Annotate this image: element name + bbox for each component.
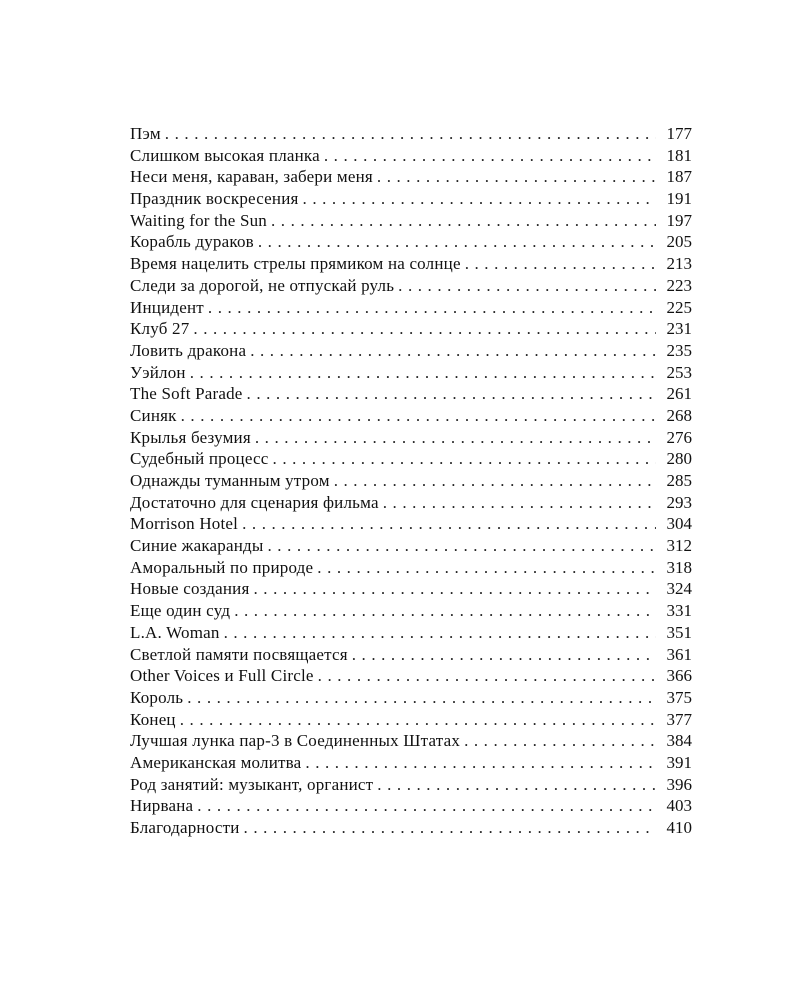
dot-leader [398, 275, 656, 297]
toc-entry-title: Пэм [130, 124, 161, 143]
toc-entry-title: Праздник воскресения [130, 189, 299, 209]
toc-entry[interactable] [130, 340, 692, 362]
dot-leader [383, 492, 656, 514]
toc-entry[interactable] [130, 470, 692, 492]
toc-entry-page: 324 [666, 579, 692, 599]
toc-entry-page: 231 [666, 319, 692, 339]
toc-entry-title: Крылья безумия [130, 427, 251, 447]
toc-entry[interactable] [130, 188, 692, 210]
dot-leader [464, 730, 656, 752]
toc-entry-page: 351 [666, 622, 692, 642]
toc-entry-title: Лучшая лунка пар-3 в Соединенных Штатах [130, 731, 461, 751]
toc-entry-title: Светлой памяти посвящается [130, 644, 348, 664]
toc-entry-page: 304 [666, 514, 692, 534]
toc-entry[interactable] [130, 123, 692, 145]
toc-entry-page: 384 [666, 731, 692, 751]
toc-entry[interactable] [130, 362, 692, 384]
toc-entry[interactable] [130, 709, 692, 731]
toc-entry-page: 225 [666, 297, 692, 317]
toc-entry-page: 177 [666, 124, 692, 143]
toc-entry[interactable] [130, 513, 692, 535]
toc-entry-page: 410 [666, 818, 692, 837]
toc-entry[interactable] [130, 622, 692, 644]
toc-entry-title: Нирвана [130, 796, 194, 816]
toc-entry-page: 396 [666, 774, 692, 794]
dot-leader [258, 231, 656, 253]
toc-entry-page: 285 [666, 471, 692, 490]
toc-entry[interactable] [130, 687, 692, 709]
toc-entry-page: 261 [666, 384, 692, 404]
toc-entry-page: 223 [666, 275, 692, 295]
toc-entry-page: 268 [666, 405, 692, 425]
dot-leader [190, 362, 656, 384]
toc-entry[interactable] [130, 492, 692, 514]
toc-entry[interactable] [130, 166, 692, 188]
dot-leader [273, 448, 656, 470]
toc-entry[interactable] [130, 644, 692, 666]
toc-entry[interactable] [130, 383, 692, 405]
dot-leader [303, 188, 656, 210]
toc-entry-title: Ловить дракона [130, 340, 247, 360]
dot-leader [255, 427, 656, 449]
toc-entry[interactable] [130, 253, 692, 275]
toc-entry-title: Род занятий: музыкант, органист [130, 774, 374, 794]
toc-entry-page: 280 [666, 449, 692, 469]
dot-leader [318, 665, 656, 687]
toc-entry-title: L.A. Woman [130, 622, 220, 642]
toc-entry-title: Уэйлон [130, 362, 186, 382]
toc-entry-title: Корабль дураков [130, 232, 254, 252]
dot-leader [247, 383, 656, 405]
dot-leader [180, 709, 656, 731]
toc-entry-title: Время нацелить стрелы прямиком на солнце [130, 254, 461, 274]
dot-leader [465, 253, 656, 275]
toc-entry[interactable] [130, 297, 692, 319]
toc-entry-title: Король [130, 687, 184, 707]
toc-entry-page: 361 [666, 644, 692, 664]
toc-entry[interactable] [130, 405, 692, 427]
toc-entry-title: The Soft Parade [130, 384, 243, 404]
dot-leader [377, 166, 656, 188]
toc-entry[interactable] [130, 535, 692, 557]
toc-entry-title: Клуб 27 [130, 319, 190, 339]
dot-leader [208, 297, 656, 319]
toc-entry[interactable] [130, 578, 692, 600]
toc-entry-page: 197 [666, 210, 692, 230]
dot-leader [271, 210, 656, 232]
toc-entry-title: Благодарности [130, 818, 240, 837]
toc-entry-title: Синие жакаранды [130, 536, 264, 556]
toc-entry[interactable] [130, 231, 692, 253]
toc-entry[interactable] [130, 752, 692, 774]
toc-entry-page: 403 [666, 796, 692, 816]
toc-entry[interactable] [130, 318, 692, 340]
dot-leader [187, 687, 656, 709]
toc-entry-title: Morrison Hotel [130, 514, 239, 534]
toc-entry-page: 377 [666, 709, 692, 729]
toc-entry-page: 191 [666, 189, 692, 209]
toc-entry-title: Однажды туманным утром [130, 471, 330, 490]
toc-entry-title: Судебный процесс [130, 449, 269, 469]
dot-leader [224, 622, 656, 644]
dot-leader [317, 557, 656, 579]
toc-entry-title: Инцидент [130, 297, 204, 317]
toc-entry-page: 391 [666, 752, 692, 772]
toc-entry-title: Неси меня, караван, забери меня [130, 167, 373, 187]
toc-entry[interactable] [130, 665, 692, 687]
dot-leader [193, 318, 656, 340]
dot-leader [267, 535, 656, 557]
toc-entry-page: 181 [666, 145, 692, 165]
toc-entry[interactable] [130, 275, 692, 297]
toc-entry[interactable] [130, 774, 692, 796]
toc-entry[interactable] [130, 730, 692, 752]
toc-entry-title: Конец [130, 709, 176, 729]
dot-leader [181, 405, 656, 427]
dot-leader [242, 513, 656, 535]
toc-entry[interactable] [130, 817, 692, 839]
toc-entry-page: 318 [666, 557, 692, 577]
toc-entry-page: 331 [666, 601, 692, 621]
dot-leader [352, 644, 656, 666]
toc-entry[interactable] [130, 600, 692, 622]
toc-entry[interactable] [130, 145, 692, 167]
toc-entry-title: Синяк [130, 405, 177, 425]
toc-entry-page: 293 [666, 492, 692, 512]
dot-leader [234, 600, 656, 622]
toc-entry-page: 375 [666, 687, 692, 707]
toc-entry-page: 312 [666, 536, 692, 556]
toc-entry-title: Слишком высокая планка [130, 145, 320, 165]
dot-leader [250, 340, 656, 362]
toc-entry[interactable] [130, 448, 692, 470]
toc-entry-title: Waiting for the Sun [130, 210, 267, 230]
toc-entry[interactable] [130, 210, 692, 232]
toc-entry-title: Аморальный по природе [130, 557, 314, 577]
toc-entry-title: Американская молитва [130, 752, 302, 772]
toc-entry-page: 235 [666, 340, 692, 360]
toc-entry-title: Еще один суд [130, 601, 231, 621]
dot-leader [165, 123, 656, 145]
dot-leader [334, 470, 656, 492]
dot-leader [253, 578, 656, 600]
toc-entry[interactable] [130, 427, 692, 449]
toc-entry[interactable] [130, 795, 692, 817]
dot-leader [377, 774, 656, 796]
dot-leader [197, 795, 656, 817]
table-of-contents [130, 123, 692, 839]
toc-entry-page: 276 [666, 427, 692, 447]
toc-entry-title: Новые создания [130, 579, 250, 599]
dot-leader [305, 752, 656, 774]
toc-entry-page: 213 [666, 254, 692, 274]
toc-entry-page: 187 [666, 167, 692, 187]
toc-entry-title: Other Voices и Full Circle [130, 666, 314, 686]
toc-entry-page: 205 [666, 232, 692, 252]
toc-entry-page: 253 [666, 362, 692, 382]
dot-leader [324, 145, 656, 167]
toc-entry-title: Достаточно для сценария фильма [130, 492, 379, 512]
toc-entry-title: Следи за дорогой, не отпускай руль [130, 275, 395, 295]
toc-entry[interactable] [130, 557, 692, 579]
dot-leader [244, 817, 656, 839]
toc-entry-page: 366 [666, 666, 692, 686]
